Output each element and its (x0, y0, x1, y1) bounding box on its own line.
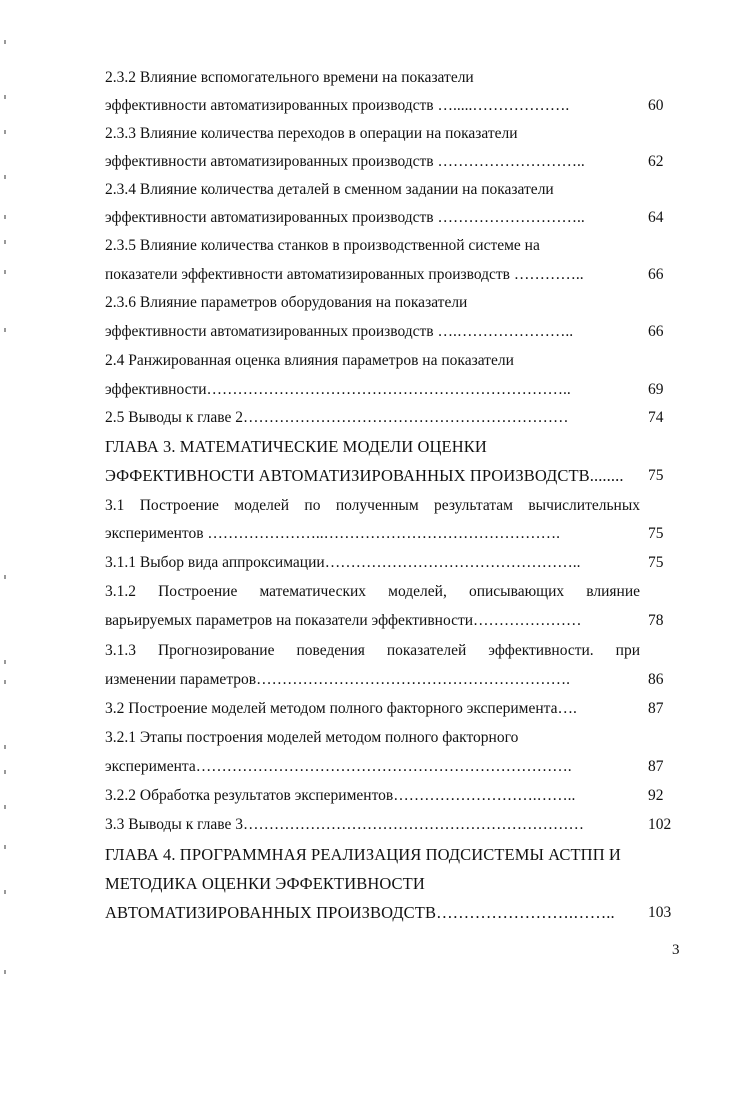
toc-page-number: 74 (648, 409, 664, 426)
toc-line: 2.3.2 Влияние вспомогательного времени на показатели (105, 69, 474, 86)
scan-mark (4, 270, 6, 274)
toc-line: 2.3.5 Влияние количества станков в производственной системе на (105, 237, 540, 254)
scan-mark (4, 805, 6, 809)
toc-line: 3.2.2 Обработка результатов экспериментов……………………….…….. (105, 787, 576, 804)
toc-page-number: 60 (648, 97, 664, 114)
toc-chapter-heading: ЭФФЕКТИВНОСТИ АВТОМАТИЗИРОВАННЫХ ПРОИЗВОДСТВ........ (105, 466, 624, 485)
toc-line: показатели эффективности автоматизированных производств ………….. (105, 266, 584, 283)
toc-page-number: 86 (648, 671, 664, 688)
toc-line: эффективности автоматизированных производств ……………………….. (105, 209, 585, 226)
toc-page-number: 69 (648, 381, 664, 398)
scan-mark (4, 328, 6, 332)
toc-page-number: 64 (648, 209, 664, 226)
toc-chapter-heading: АВТОМАТИЗИРОВАННЫХ ПРОИЗВОДСТВ…………………….…….. (105, 903, 615, 922)
scan-mark (4, 40, 6, 44)
toc-line: 3.2 Построение моделей методом полного факторного эксперимента…. (105, 700, 577, 717)
toc-line: 3.1 Построение моделей по полученным результатам вычислительных (105, 497, 640, 514)
toc-page-number: 103 (648, 904, 672, 921)
toc-line: 3.2.1 Этапы построения моделей методом полного факторного (105, 729, 519, 746)
scan-mark (4, 95, 6, 99)
toc-chapter-heading: МЕТОДИКА ОЦЕНКИ ЭФФЕКТИВНОСТИ (105, 874, 425, 893)
toc-page-number: 62 (648, 153, 664, 170)
toc-line: 2.5 Выводы к главе 2……………………………………………………… (105, 409, 569, 426)
toc-page-number: 87 (648, 758, 664, 775)
toc-line: 2.4 Ранжированная оценка влияния параметров на показатели (105, 352, 514, 369)
toc-line: 3.1.2 Построение математических моделей, описывающих влияние (105, 583, 640, 600)
page-number: 3 (672, 942, 680, 958)
toc-page-number: 102 (648, 816, 672, 833)
toc-page-number: 78 (648, 612, 664, 629)
toc-page-number: 75 (648, 525, 664, 542)
scan-mark (4, 215, 6, 219)
toc-line: 3.3 Выводы к главе 3………………………………………………………… (105, 816, 585, 833)
scan-mark (4, 890, 6, 894)
toc-page-number: 75 (648, 467, 664, 484)
toc-line: 2.3.3 Влияние количества переходов в операции на показатели (105, 125, 518, 142)
toc-line: 3.1.1 Выбор вида аппроксимации………………………………………….. (105, 554, 581, 571)
scan-mark (4, 575, 6, 579)
scan-mark (4, 970, 6, 974)
toc-line: эффективности…………………………………………………………….. (105, 381, 571, 398)
toc-line: эксперимента………………………………………………………………. (105, 758, 572, 775)
toc-line: варьируемых параметров на показатели эффективности………………… (105, 612, 582, 629)
toc-line: 2.3.4 Влияние количества деталей в сменном задании на показатели (105, 181, 554, 198)
toc-page-number: 75 (648, 554, 664, 571)
toc-chapter-heading: ГЛАВА 3. МАТЕМАТИЧЕСКИЕ МОДЕЛИ ОЦЕНКИ (105, 437, 487, 456)
scan-mark (4, 770, 6, 774)
scan-mark (4, 745, 6, 749)
toc-page-number: 92 (648, 787, 664, 804)
scan-mark (4, 175, 6, 179)
toc-page-number: 87 (648, 700, 664, 717)
toc-page-number: 66 (648, 266, 664, 283)
toc-page-number: 66 (648, 323, 664, 340)
scan-mark (4, 660, 6, 664)
toc-line: эффективности автоматизированных производств ….………………….. (105, 323, 574, 340)
scan-mark (4, 845, 6, 849)
toc-line: экспериментов …………………..………………………………………. (105, 525, 561, 542)
toc-line: эффективности автоматизированных производств ……………………….. (105, 153, 585, 170)
toc-line: эффективности автоматизированных производств ….....………………. (105, 97, 570, 114)
scan-mark (4, 680, 6, 684)
scan-mark (4, 240, 6, 244)
toc-line: 2.3.6 Влияние параметров оборудования на показатели (105, 294, 468, 311)
toc-line: изменении параметров……………………………………………………. (105, 671, 570, 688)
toc-chapter-heading: ГЛАВА 4. ПРОГРАММНАЯ РЕАЛИЗАЦИЯ ПОДСИСТЕМЫ АСТПП И (105, 845, 621, 864)
toc-line: 3.1.3 Прогнозирование поведения показателей эффективности. при (105, 642, 640, 659)
scan-mark (4, 130, 6, 134)
